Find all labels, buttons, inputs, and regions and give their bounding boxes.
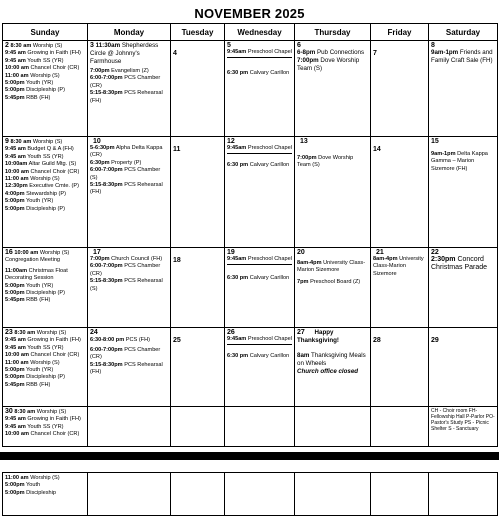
event: 9:45am Preschool Chapel bbox=[227, 256, 292, 265]
day-number: 9 bbox=[5, 138, 9, 145]
day-cell bbox=[88, 41, 171, 137]
event: 5:45pm RBB (FH) bbox=[5, 94, 51, 101]
week-row-1 bbox=[3, 41, 498, 137]
event bbox=[90, 330, 98, 336]
event: 10:00 am Chancel Choir (CR) bbox=[5, 168, 80, 175]
day-cell bbox=[88, 328, 171, 407]
event: 4:00pm Stewardship (P) bbox=[5, 190, 66, 197]
day-cell bbox=[371, 473, 429, 516]
day-number: 21 bbox=[376, 249, 384, 256]
event: 6:00-7:00pm PCS Chamber (CR) bbox=[90, 75, 161, 89]
day-cell bbox=[3, 328, 88, 407]
day-number: 30 bbox=[5, 408, 13, 415]
event: 7:00pm Evangelism (Z) bbox=[90, 68, 149, 74]
calendar-title: NOVEMBER 2025 bbox=[194, 6, 305, 21]
day-cell bbox=[371, 41, 429, 137]
event: 9:45 am Youth SS (YR) bbox=[5, 57, 64, 64]
event: 9:45 am Youth SS (YR) bbox=[5, 344, 64, 351]
event: 9am-1pm Friends and Family Craft Sale (FH) bbox=[431, 49, 493, 64]
day-number: 15 bbox=[431, 138, 439, 145]
day-cell bbox=[225, 407, 295, 447]
day-cell bbox=[3, 248, 88, 328]
day-cell bbox=[171, 328, 225, 407]
event: 7:00pm Dove Worship Team (S) bbox=[297, 155, 354, 169]
day-cell bbox=[429, 248, 498, 328]
day-cell bbox=[225, 137, 295, 248]
event: 11:00am Christmas Float Decorating Session bbox=[5, 267, 68, 282]
event: 9:45 am Youth SS (YR) bbox=[5, 153, 64, 160]
event: 5:00pm Youth (YR) bbox=[5, 80, 54, 87]
day-header-friday: Friday bbox=[371, 24, 429, 41]
event: 30 8:30 am Worship (S) bbox=[5, 408, 67, 415]
week-row-4 bbox=[3, 328, 498, 407]
day-cell bbox=[295, 137, 371, 248]
event: 10:00 am Chancel Choir (CR) bbox=[5, 352, 80, 359]
event: 8am-4pm University Class- Marion Sizemore bbox=[297, 260, 366, 274]
week-row-3 bbox=[3, 248, 498, 328]
day-header-monday: Monday bbox=[88, 24, 171, 41]
day-cell bbox=[295, 41, 371, 137]
event: 5-6:30pm Alpha Delta Kappa (CR) bbox=[90, 145, 163, 159]
day-cell bbox=[295, 473, 371, 516]
day-cell bbox=[171, 137, 225, 248]
day-number: 10 bbox=[93, 138, 101, 145]
day-cell bbox=[429, 137, 498, 248]
event: 27 Happy Thanksgiving! bbox=[297, 329, 339, 344]
day-header-thursday: Thursday bbox=[295, 24, 371, 41]
event: 6:00-7:00pm PCS Chamber (CR) bbox=[90, 263, 161, 277]
day-cell bbox=[3, 137, 88, 248]
event: 11:00 am Worship (S) bbox=[5, 359, 60, 366]
event: 5:45pm RBB (FH) bbox=[5, 297, 51, 304]
day-number: 28 bbox=[373, 337, 381, 344]
day-cell bbox=[225, 248, 295, 328]
event: 23 8:30 am Worship (S) bbox=[5, 329, 67, 336]
event: 5:00pm Discipleship (P) bbox=[5, 374, 66, 381]
event: 16 10:00 am Worship (S) bbox=[5, 249, 70, 256]
day-number: 7 bbox=[373, 50, 377, 57]
day-number: 29 bbox=[431, 337, 439, 344]
day-cell bbox=[3, 407, 88, 447]
room-legend: CH - Choir room FH- Fellowship Hall P-Parlor PO- Pastor's Study PS - Picnic Shelter S - Sanctuary bbox=[431, 408, 495, 432]
day-number: 24 bbox=[90, 329, 98, 336]
day-cell bbox=[295, 328, 371, 407]
event: 10:00 am Chancel Choir (CR) bbox=[5, 431, 80, 438]
event: 5:15-8:30pm PCS Rehearsal (FH) bbox=[90, 182, 163, 196]
event: 9am-1pm Delta Kappa Gamma – Marion Sizemore (FH) bbox=[431, 151, 488, 172]
day-number: 12 bbox=[227, 138, 235, 145]
event: 6:30pm Property (P) bbox=[90, 159, 142, 166]
day-number: 26 bbox=[227, 329, 235, 336]
weekday-header-row bbox=[3, 24, 498, 41]
day-cell bbox=[171, 407, 225, 447]
week-row-5 bbox=[3, 407, 498, 447]
event: 6:30 pm Calvary Carillon bbox=[227, 275, 290, 282]
day-cell bbox=[88, 137, 171, 248]
day-cell bbox=[429, 41, 498, 137]
event: 9 8:30 am Worship (S) bbox=[5, 138, 63, 145]
event: 6:30 pm Calvary Carillon bbox=[227, 162, 290, 169]
event: 2 8:30 am Worship (S) bbox=[5, 42, 63, 49]
event: 5:00pm Youth bbox=[5, 482, 41, 489]
event: 5:00pm Discipleship bbox=[5, 489, 57, 496]
day-cell bbox=[3, 473, 88, 516]
day-cell bbox=[3, 41, 88, 137]
event: 11:00 am Worship (S) bbox=[5, 176, 60, 183]
event: 5:15-8:30pm PCS Rehearsal (S) bbox=[90, 278, 163, 292]
day-number: 22 bbox=[431, 249, 439, 256]
day-cell bbox=[225, 41, 295, 137]
event: 8am-4pm University Class-Marion Sizemore bbox=[373, 256, 424, 277]
event: 8am Thanksgiving Meals on Wheels bbox=[297, 352, 366, 367]
calendar-grid-continued bbox=[2, 472, 498, 516]
day-number: 25 bbox=[173, 337, 181, 344]
event: 5:00pm Youth (YR) bbox=[5, 367, 54, 374]
day-cell bbox=[295, 407, 371, 447]
day-cell bbox=[429, 328, 498, 407]
day-number: 4 bbox=[173, 50, 177, 57]
event: 6:30 pm Calvary Carillon bbox=[227, 353, 290, 360]
event: 7:00pm Church Council (FH) bbox=[90, 256, 163, 262]
event: 5:00pm Discipleship (P) bbox=[5, 290, 66, 297]
event: 2:30pm Concord Christmas Parade bbox=[431, 256, 488, 271]
day-number: 11 bbox=[173, 146, 181, 153]
event: 5:00pm Discipleship (P) bbox=[5, 87, 66, 94]
event: 6:30-8:00 pm PCS (FH) bbox=[90, 337, 151, 344]
week-row-2 bbox=[3, 137, 498, 248]
event: 9:45 am Growing in Faith (FH) bbox=[5, 416, 81, 423]
event: 5:00pm Youth (YR) bbox=[5, 198, 54, 205]
event: 5:00pm Discipleship (P) bbox=[5, 205, 66, 212]
day-number: 19 bbox=[227, 249, 235, 256]
day-number: 14 bbox=[373, 146, 381, 153]
event: 9:45am Preschool Chapel bbox=[227, 49, 292, 58]
event: 3 11:30am Shepherdess Circle @ Johnny's Farmhouse bbox=[90, 42, 159, 65]
day-header-saturday: Saturday bbox=[429, 24, 498, 41]
day-cell bbox=[371, 328, 429, 407]
day-number: 2 bbox=[5, 42, 9, 49]
day-cell bbox=[171, 473, 225, 516]
event: 7:00pm Dove Worship Team (S) bbox=[297, 57, 360, 72]
event: 12:30pm Executive Cmte. (P) bbox=[5, 183, 80, 190]
day-number: 20 bbox=[297, 249, 305, 256]
day-number: 17 bbox=[93, 249, 101, 256]
event: Congregation Meeting bbox=[5, 257, 61, 264]
event: 11:00 am Worship (S) bbox=[5, 72, 60, 79]
day-number: 5 bbox=[227, 42, 231, 49]
day-cell bbox=[171, 41, 225, 137]
event: 5:45pm RBB (FH) bbox=[5, 381, 51, 388]
event: 10:00am Altar Guild Mtg. (S) bbox=[5, 161, 77, 168]
event: 9:45 am Growing in Faith (FH) bbox=[5, 50, 81, 57]
day-cell bbox=[371, 407, 429, 447]
day-number: 16 bbox=[5, 249, 13, 256]
day-cell bbox=[371, 137, 429, 248]
day-cell bbox=[295, 248, 371, 328]
day-cell bbox=[171, 248, 225, 328]
day-number: 3 bbox=[90, 42, 94, 49]
day-header-tuesday: Tuesday bbox=[171, 24, 225, 41]
day-cell bbox=[88, 473, 171, 516]
event: 11:00 am Worship (S) bbox=[5, 475, 60, 481]
event: 10:00 am Chancel Choir (CR) bbox=[5, 65, 80, 72]
event: 5:00pm Youth (YR) bbox=[5, 282, 54, 289]
day-cell bbox=[429, 473, 498, 516]
day-number: 23 bbox=[5, 329, 13, 336]
event: 5:15-8:30pm PCS Rehearsal (FH) bbox=[90, 90, 163, 104]
event: 9:45 am Growing in Faith (FH) bbox=[5, 337, 81, 344]
event: 6:00-7:00pm PCS Chamber (S) bbox=[90, 167, 161, 181]
event: 6:30 pm Calvary Carillon bbox=[227, 70, 290, 77]
day-header-wednesday: Wednesday bbox=[225, 24, 295, 41]
day-number: 8 bbox=[431, 42, 435, 49]
day-cell bbox=[429, 407, 498, 447]
day-number: 13 bbox=[300, 138, 308, 145]
calendar-grid bbox=[2, 23, 498, 447]
event: 6:00-7:00pm PCS Chamber (CR) bbox=[90, 346, 161, 361]
day-header-sunday: Sunday bbox=[3, 24, 88, 41]
event: Church office closed bbox=[297, 368, 359, 375]
day-cell bbox=[88, 248, 171, 328]
event: 9:45am Preschool Chapel bbox=[227, 336, 292, 345]
day-number: 18 bbox=[173, 257, 181, 264]
week-row-5-continued bbox=[3, 473, 498, 516]
day-cell bbox=[225, 473, 295, 516]
event: 5:15-8:30pm PCS Rehearsal (FH) bbox=[90, 361, 163, 376]
page-break-bar bbox=[0, 452, 499, 460]
event: 6-8pm Pub Connections bbox=[297, 49, 365, 56]
day-cell bbox=[225, 328, 295, 407]
event: 7pm Preschool Board (Z) bbox=[297, 278, 361, 285]
day-number: 6 bbox=[297, 42, 301, 49]
event: 9:45 am Budget Q & A (FH) bbox=[5, 146, 74, 153]
day-cell bbox=[88, 407, 171, 447]
day-number: 27 bbox=[297, 329, 305, 336]
event: 9:45am Preschool Chapel bbox=[227, 145, 292, 154]
event: 9:45 am Youth SS (YR) bbox=[5, 423, 64, 430]
day-cell bbox=[371, 248, 429, 328]
